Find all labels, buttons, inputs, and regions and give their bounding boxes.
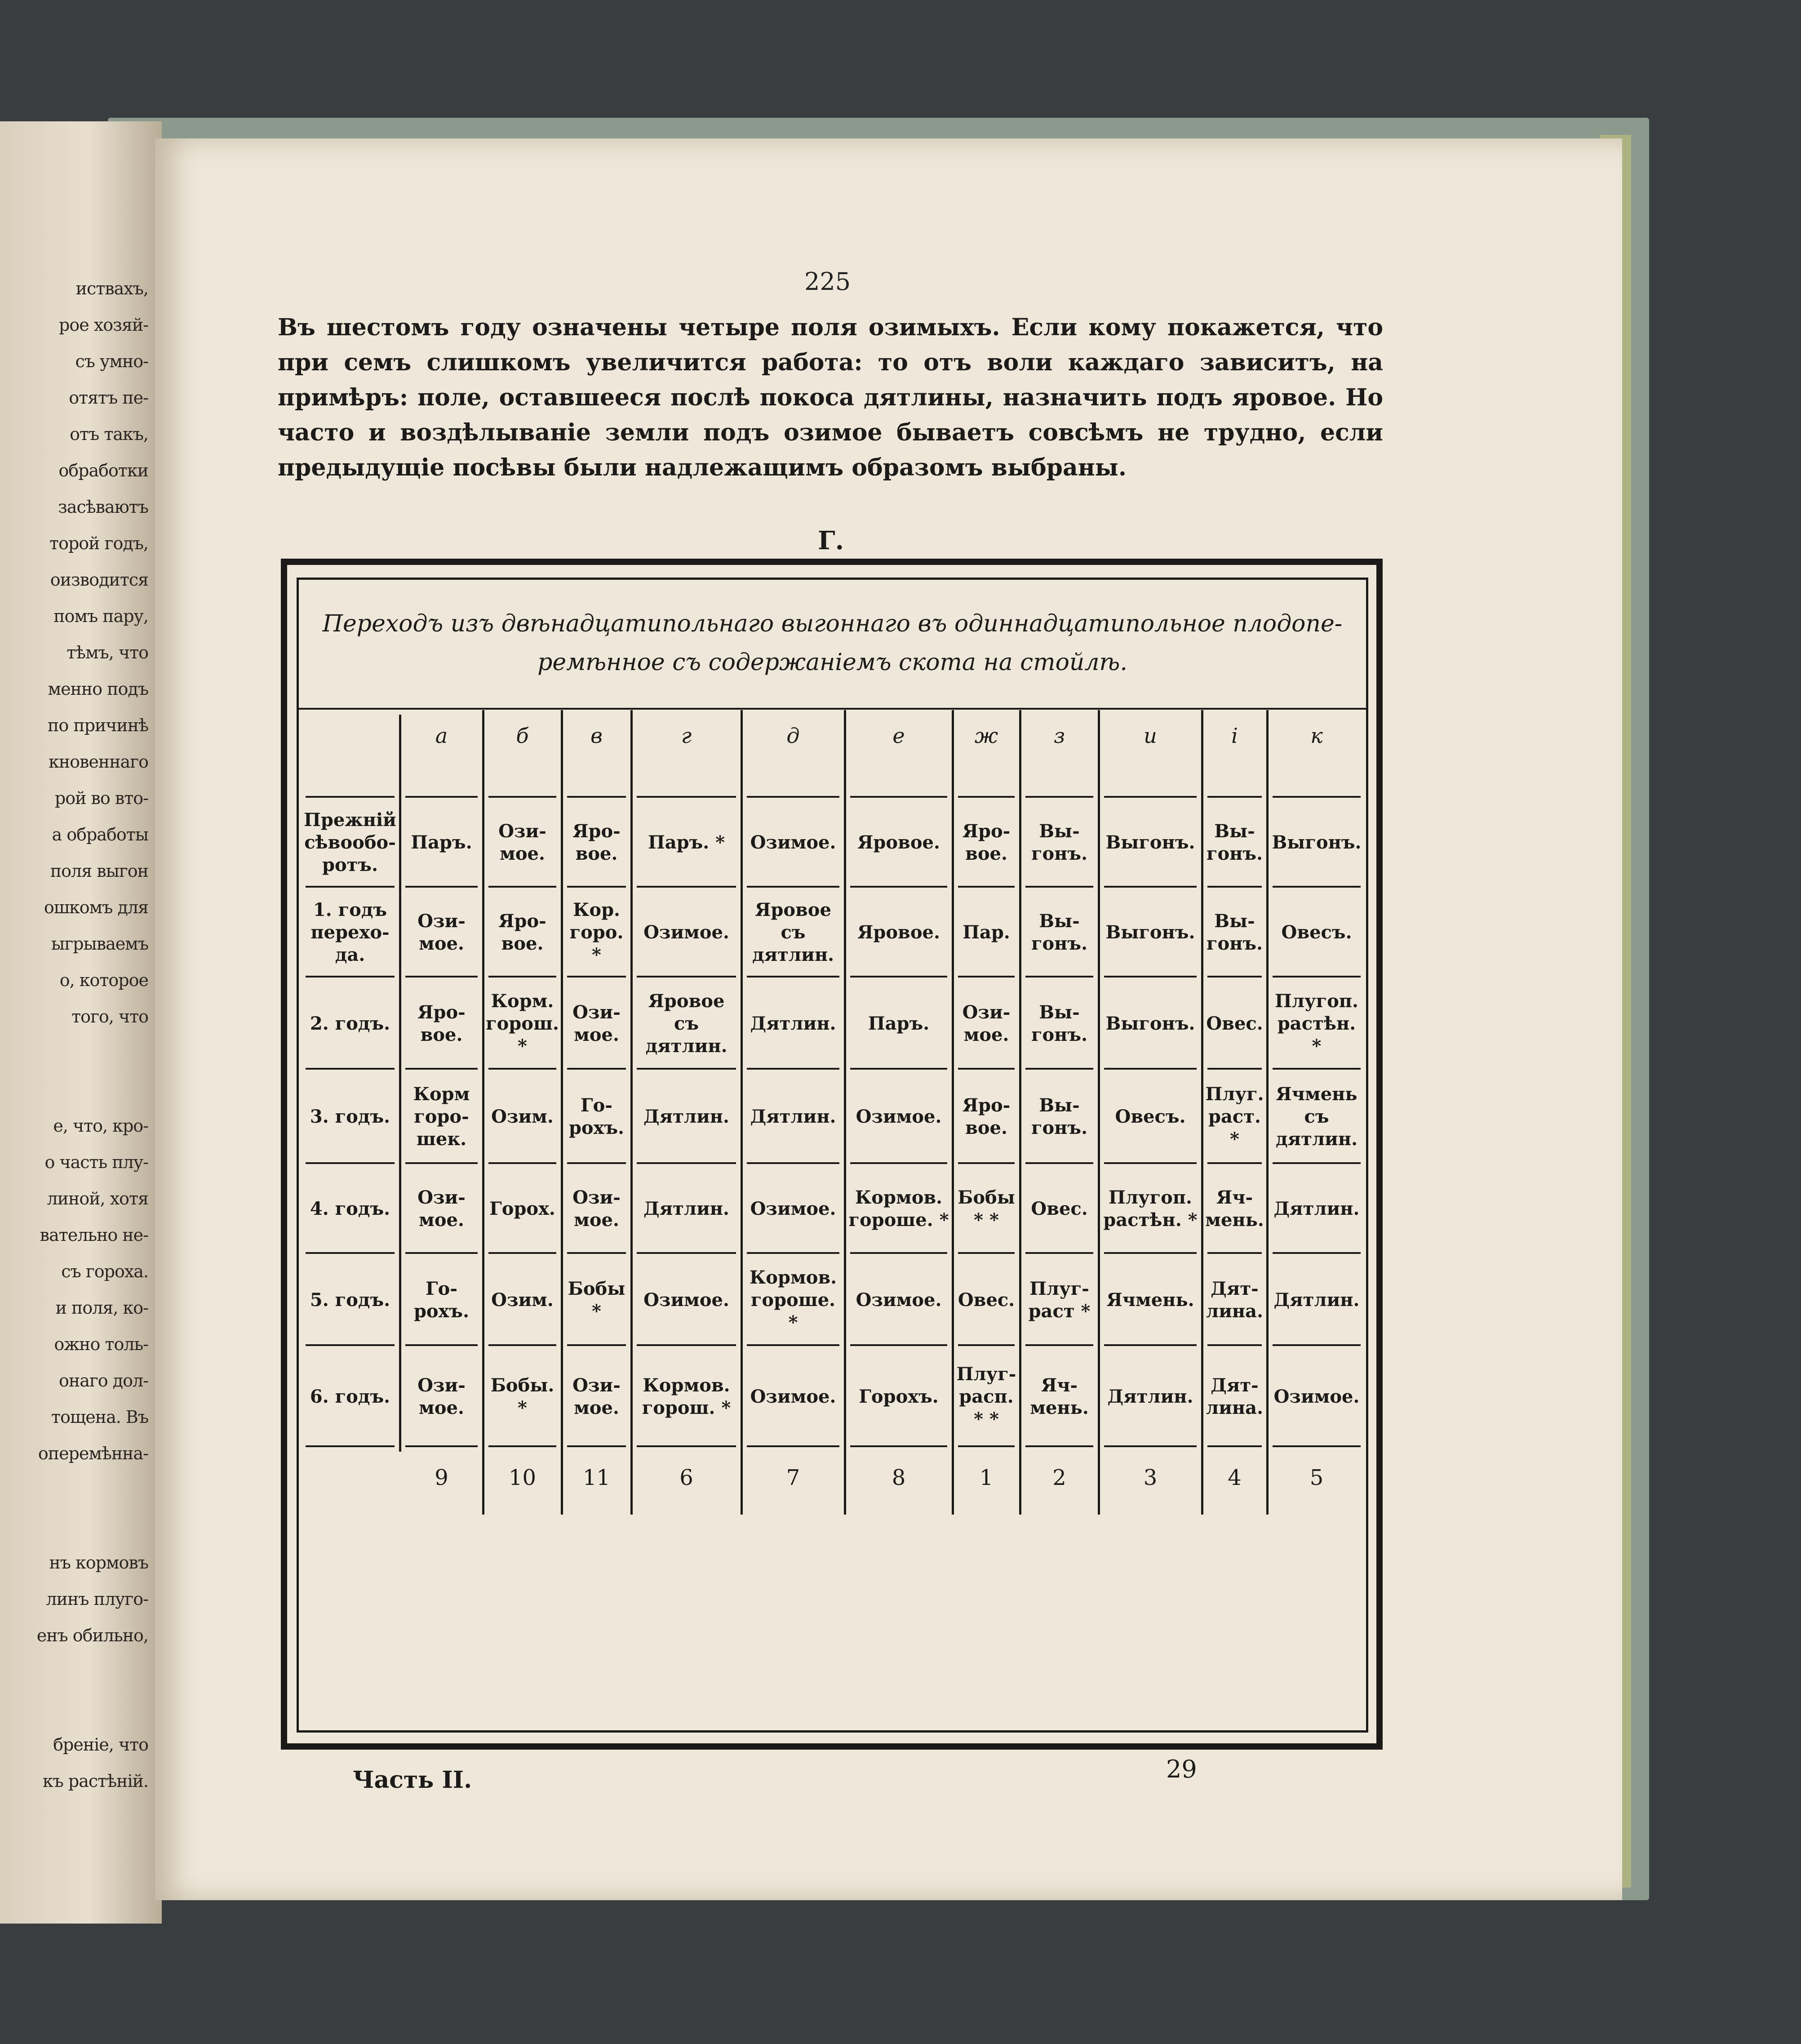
column-header: г [681,724,692,748]
table-cell: Пар. [963,922,1010,943]
table-cell: Кормов. горошe. * [749,1266,837,1333]
body-paragraph: Въ шестомъ году означены четыре поля озимыхъ. Если кому покажется, что при семъ слишкомъ увеличится работа: то отъ воли каждаго зависитъ, на примѣръ: поле, оставшееся послѣ покоса дятлины, назначить подъ яровое. Но часто и воздѣлываніе земли подъ озимое бываетъ совсѣмъ не трудно, если предыдущіе посѣвы были надлежащимъ образомъ выбраны. [278,314,1383,481]
table-cell: Ози-мое. [417,1187,466,1231]
column-header: б [516,724,529,748]
left-page-line: оперемѣнна- [38,1444,148,1463]
column-header: в [590,724,603,748]
table-cell: Овесъ. [1281,922,1352,943]
field-number: 5 [1309,1465,1324,1490]
row-label: 6. годъ. [310,1386,390,1407]
table-cell: Дятлин. [1273,1198,1360,1219]
field-number: 2 [1052,1465,1066,1490]
field-number: 4 [1228,1465,1242,1490]
table-cell: Яч-мень. [1030,1374,1089,1418]
field-number: 10 [508,1465,537,1490]
left-page-line: е, что, кро- [53,1116,148,1136]
row-label: 2. годъ. [310,1013,390,1034]
table-cell: Кор. горо. * [569,899,624,965]
table-cell: Озимое. [856,1106,942,1127]
table-cell: Выгонъ. [1105,832,1195,853]
table-cell: Овес. [1206,1013,1263,1034]
section-letter: Г. [818,526,844,555]
left-page-line: менно подъ [48,679,148,699]
row-label: 3. годъ. [310,1106,390,1127]
table-cell: Дятлин. [643,1198,729,1219]
table-cell: Яро-вое. [417,1001,466,1045]
left-page-line: отъ такъ, [70,424,148,444]
table-cell: Ози-мое. [417,1374,466,1418]
column-header: з [1053,724,1065,748]
column-header: і [1231,724,1238,748]
table-cell: Вы-гонъ. [1031,911,1088,954]
page-number: 225 [804,267,851,296]
table-cell: Выгонъ. [1105,922,1195,943]
table-cell: Плуг-раст * [1028,1278,1091,1322]
table-cell: Дятлин. [1273,1289,1360,1311]
row-label: 4. годъ. [310,1198,390,1219]
table-cell: Ози-мое. [572,1187,621,1231]
table-cell: Озимое. [856,1289,942,1311]
table-cell: Го-рохъ. [413,1278,470,1322]
column-header: и [1144,724,1157,748]
table-cell: Вы-гонъ. [1206,911,1263,954]
row-label: Прежній сѣвообо-ротъ. [304,809,396,875]
table-cell: Яровое. [857,832,940,853]
column-header: ж [974,724,998,748]
table-cell: Ози-мое. [962,1001,1011,1045]
table-cell: Дятлин. [750,1106,836,1127]
table-cell: Корм горо-шек. [413,1084,470,1150]
left-page-line: о часть плу- [44,1152,148,1172]
signature-number: 29 [1166,1755,1197,1783]
table-cell: Кормов. горош. * [642,1374,731,1418]
left-page-line: кновеннаго [49,752,148,772]
table-cell: Озим. [491,1106,554,1127]
table-title-line-1: Переходъ изъ двѣнадцатипольнаго выгоннаго въ одиннадцатипольное плодопе- [322,610,1343,637]
column-header: е [892,724,905,748]
table-title-line-2: ремѣнное съ содержаніемъ скота на стойлѣ. [537,649,1127,676]
row-label: 1. годъ перехо-да. [311,899,390,965]
table-cell: Ози-мое. [417,911,466,954]
table-cell: Бобы. * [490,1374,554,1418]
title-rule [299,708,1366,710]
field-number: 3 [1143,1465,1158,1490]
table-cell: Паръ. [411,832,472,853]
left-page-line: тѣмъ, что [67,643,148,662]
left-page-line: оизводится [50,570,148,590]
left-page-line: къ растѣній. [42,1771,148,1791]
part-label: Часть II. [353,1766,472,1794]
left-page-line: нъ кормовъ [49,1553,148,1573]
left-page-line: рой во вто- [54,788,148,808]
table-cell: Паръ. * [648,832,725,853]
table-cell: Яровое. [857,922,940,943]
left-page-line: о, которое [59,970,148,990]
field-number: 7 [786,1465,800,1490]
table-cell: Яро-вое. [572,821,621,864]
field-number: 11 [582,1465,611,1490]
left-page-line: тощена. Въ [51,1407,148,1427]
left-page-line: рое хозяй- [59,315,148,335]
table-cell: Дятлин. [643,1106,729,1127]
left-page-line: линъ плуго- [46,1589,148,1609]
row-label: 5. годъ. [310,1289,390,1311]
table-cell: Вы-гонъ. [1031,1095,1088,1138]
table-cell: Бобы * * [958,1187,1015,1231]
table-cell: Ячмень. [1106,1289,1194,1311]
table-cell: Кормов. горошe. * [848,1187,949,1231]
left-page-line: ошкомъ для [44,898,148,917]
left-page-line: съ умно- [75,351,148,371]
table-cell: Выгонъ. [1105,1013,1195,1034]
table-cell: Овес. [958,1289,1015,1311]
table-cell: Озимое. [1273,1386,1360,1407]
table-cell: Ози-мое. [572,1374,621,1418]
column-header: к [1310,724,1323,748]
left-page-line: торой годъ, [49,533,148,553]
table-cell: Ози-моe. [498,821,546,864]
left-page-line: иствахъ, [75,279,148,298]
table-title [306,604,1359,682]
table-cell: Яро-вое. [498,911,546,954]
left-page-line: помъ пару, [53,606,148,626]
left-page-line: онаго дол- [59,1371,148,1391]
left-page-line: ожно толь- [54,1334,148,1354]
left-page-line: бреніе, что [53,1735,148,1755]
field-number: 6 [679,1465,693,1490]
left-page-line: енъ обильно, [36,1626,148,1645]
field-number: 1 [979,1465,994,1490]
table-cell: Дят-лина. [1206,1278,1263,1322]
table-cell: Овес. [1031,1198,1088,1219]
table-cell: Го-рохъ. [568,1095,625,1138]
left-page-line: отятъ пе- [69,388,148,408]
left-page-line: по причинѣ [48,715,148,735]
left-page-line: того, что [71,1007,148,1026]
table-cell: Яровое съ дятлин. [645,990,727,1057]
table-cell: Горохъ. [859,1386,939,1407]
table-cell: Плугоп. растѣн. * [1275,990,1358,1057]
column-header: а [435,724,448,748]
left-page-line: а обработы [52,825,148,844]
left-page-line: вательно не- [40,1225,148,1245]
field-number: 8 [892,1465,906,1490]
table-cell: Плуг. раст. * [1205,1084,1264,1150]
table-cell: Дят-лина. [1206,1374,1263,1418]
table-cell: Озимое. [750,1198,836,1219]
table-cell: Корм. горош. * [486,990,559,1057]
table-cell: Яч-мень. [1205,1187,1264,1231]
table-cell: Дятлин. [750,1013,836,1034]
table-cell: Плугоп. растѣн. * [1103,1187,1198,1231]
left-page-line: линой, хотя [47,1189,148,1209]
table-cell: Вы-гонъ. [1031,821,1088,864]
table-cell: Плуг-расп. * * [956,1363,1016,1430]
left-page-line: ыгрываемъ [51,934,148,954]
table-cell: Яровое съ дятлин. [752,899,834,965]
left-page-line: поля выгон [50,861,148,881]
left-page-line: засѣваютъ [58,497,148,517]
table-cell: Ози-мое. [572,1001,621,1045]
table-cell: Горох. [489,1198,555,1219]
table-cell: Ячмень съ дятлин. [1275,1084,1358,1150]
table-cell: Бобы * [568,1278,625,1322]
table-cell: Озимое. [643,922,729,943]
table-cell: Озимое. [750,832,836,853]
column-header: д [786,724,800,748]
table-cell: Выгонъ. [1272,832,1362,853]
table-cell: Яро-вое. [962,1095,1011,1138]
table-cell: Яро-вое. [962,821,1011,864]
table-cell: Овесъ. [1115,1106,1186,1127]
left-page-line: съ гороха. [61,1262,148,1281]
table-cell: Озимое. [750,1386,836,1407]
table-cell: Паръ. [868,1013,930,1034]
table-cell: Дятлин. [1107,1386,1193,1407]
left-page-line: и поля, ко- [55,1298,148,1318]
field-number: 9 [435,1465,448,1490]
table-cell: Озимое. [643,1289,729,1311]
table-cell: Озим. [491,1289,554,1311]
table-cell: Вы-гонъ. [1031,1001,1088,1045]
left-page-line: обработки [58,461,148,480]
table-cell: Вы-гонъ. [1206,821,1263,864]
